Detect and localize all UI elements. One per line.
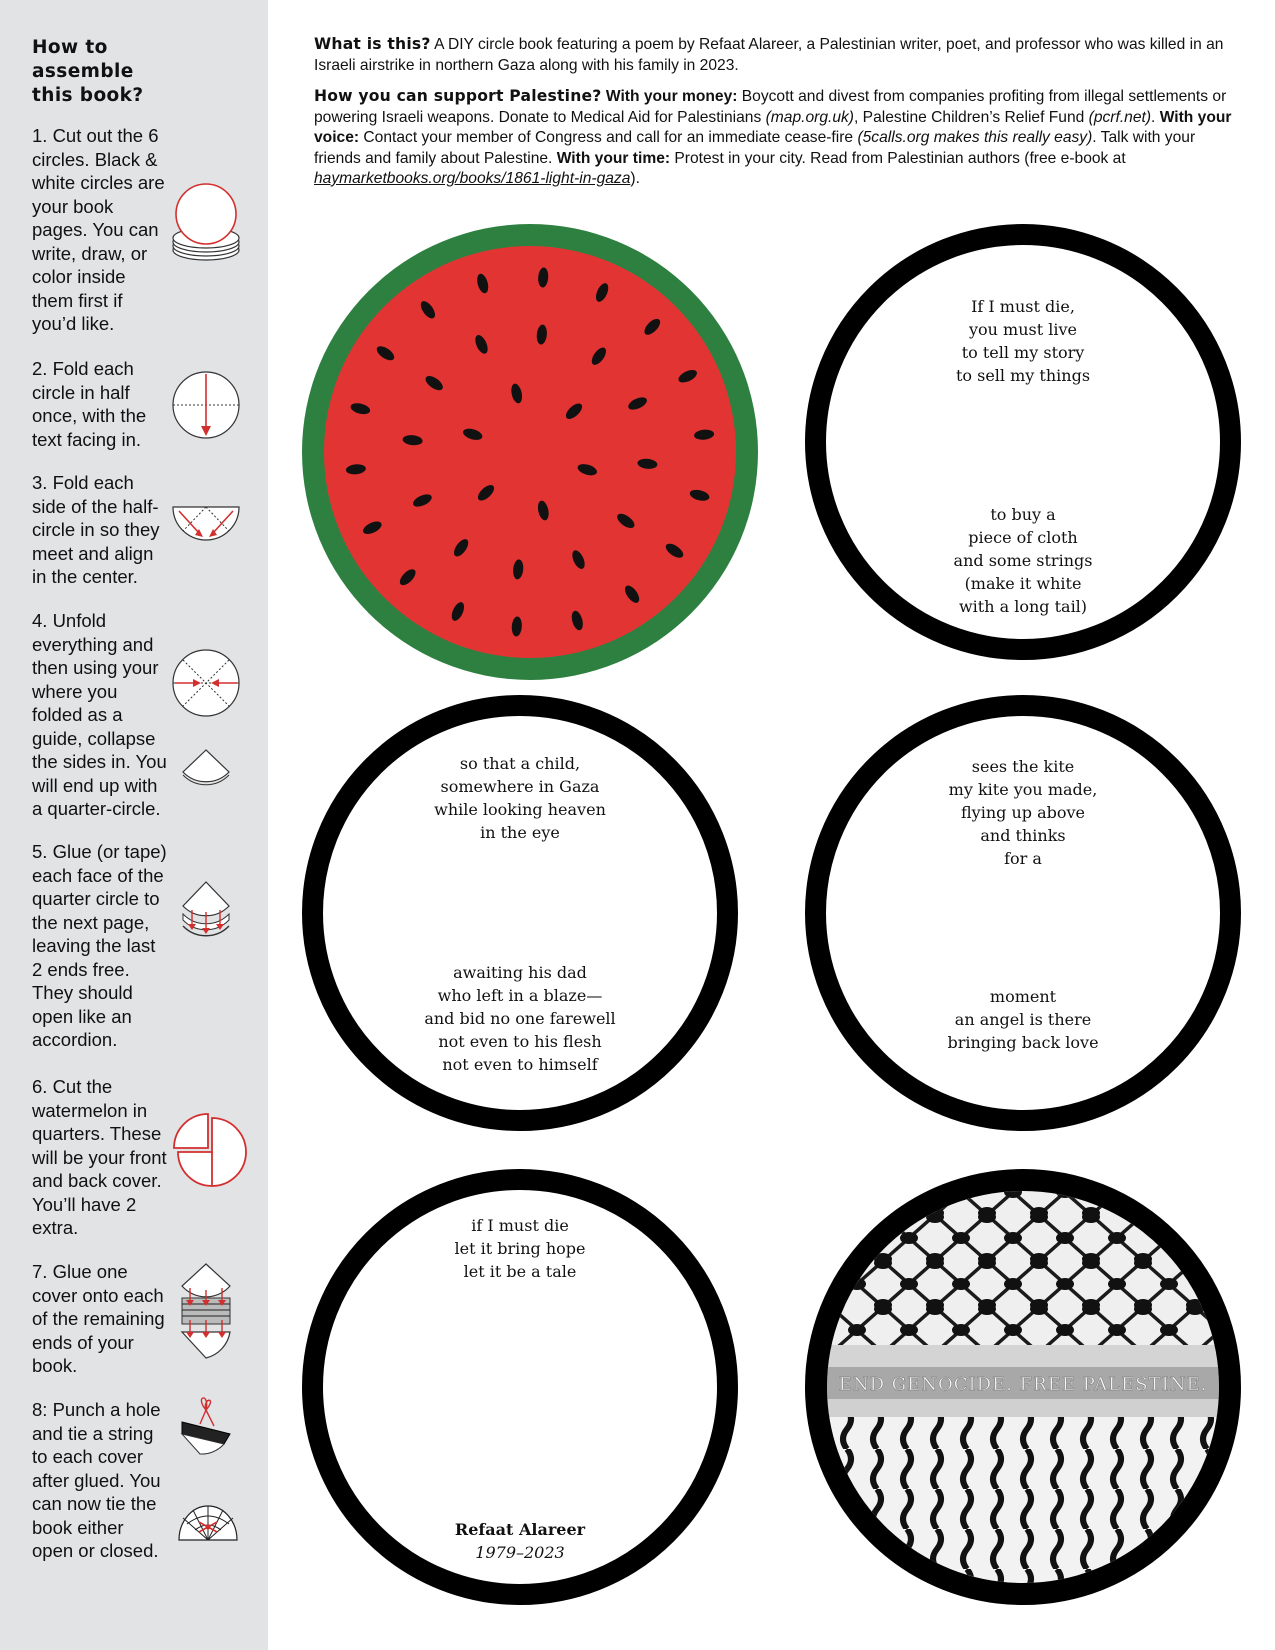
voice-text-2: . Talk with your friends and family about Palestine. xyxy=(314,129,1196,167)
watermelon-graphic xyxy=(302,224,758,680)
time-label: With your time: xyxy=(552,149,671,167)
poem-page-2 xyxy=(302,695,738,1131)
support-heading: How you can support Palestine? xyxy=(314,87,602,105)
pcrf-link[interactable]: (pcrf.net) xyxy=(1088,108,1152,126)
what-is-this-paragraph xyxy=(314,34,1244,76)
page-1-top-stanza: If I must die, you must live to tell my story to sell my things xyxy=(955,297,1091,385)
what-is-this-heading: What is this? xyxy=(314,35,431,53)
voice-text: Contact your member of Congress and call for an immediate cease-fire xyxy=(359,129,858,146)
voice-label: With your voice: xyxy=(314,108,1232,146)
fold-sides-icon xyxy=(171,505,241,547)
poem-page-1 xyxy=(805,224,1241,660)
intro-section xyxy=(314,34,1244,200)
money-text: Boycott and divest from companies profiting from illegal settlements or powering Israeli weapons. Donate to Medical Aid for Palestinians xyxy=(314,88,1227,126)
page-2-top-stanza: so that a child, somewhere in Gaza while looking heaven in the eye xyxy=(434,754,606,842)
fold-in-half-icon xyxy=(171,370,241,440)
tied-book-icon xyxy=(177,1502,239,1544)
tie-string-icon xyxy=(180,1394,236,1456)
page-2-bottom-stanza: awaiting his dad who left in a blaze— and bid no one farewell not even to his flesh not even to himself xyxy=(424,963,616,1074)
author-name: Refaat Alareer xyxy=(454,1520,586,1539)
time-end: ). xyxy=(630,170,640,187)
stack-of-circles-icon xyxy=(170,182,242,264)
cut-quarters-icon xyxy=(172,1112,246,1188)
poem-page-4 xyxy=(302,1169,738,1605)
money-label: With your money: xyxy=(601,88,738,105)
keffiyeh-graphic xyxy=(805,1169,1241,1605)
keffiyeh-cover xyxy=(805,1169,1241,1605)
author-years: 1979–2023 xyxy=(475,1543,565,1562)
page-1-bottom-stanza: to buy a piece of cloth and some strings (make it white with a long tail) xyxy=(953,505,1093,616)
pcrf-pre: , Palestine Children’s Relief Fund xyxy=(854,108,1089,126)
haymarket-link[interactable]: haymarketbooks.org/books/1861-light-in-gaza xyxy=(314,170,631,187)
step-5-text: 5. Glue (or tape) each face of the quarter circle to the next page, leaving the last 2 ends free. They should open like an accordion. xyxy=(32,841,167,1050)
glue-covers-icon xyxy=(178,1262,234,1362)
step-6-text: 6. Cut the watermelon in quarters. These will be your front and back cover. You’ll have 2 extra. xyxy=(32,1076,167,1238)
step-3-text: 3. Fold each side of the half-circle in so they meet and align in the center. xyxy=(32,472,160,587)
support-paragraph xyxy=(314,86,1244,190)
collapse-sides-icon xyxy=(171,648,241,718)
sidebar-title: How to assemble this book? xyxy=(32,37,144,106)
glue-pages-icon xyxy=(180,880,232,950)
five-calls-note[interactable]: (5calls.org makes this really easy) xyxy=(857,129,1093,146)
page-4-stanza: if I must die let it bring hope let it be a tale xyxy=(454,1216,586,1281)
pcrf-post: . xyxy=(1151,108,1156,126)
time-text: Protest in your city. Read from Palestinian authors (free e-book at xyxy=(670,149,1126,167)
step-4-text: 4. Unfold everything and then using your where you folded as a guide, collapse the sides in. You will end up with a quarter-circle. xyxy=(32,610,167,819)
watermelon-cover xyxy=(302,224,758,680)
page-3-top-stanza: sees the kite my kite you made, flying up above and thinks for a xyxy=(948,757,1098,868)
step-8-text: 8: Punch a hole and tie a string to each cover after glued. You can now tie the book either open or closed. xyxy=(32,1399,161,1561)
step-1-text: 1. Cut out the 6 circles. Black & white circles are your book pages. You can write, draw, or color inside them first if you’d like. xyxy=(32,125,165,334)
instructions-sidebar xyxy=(0,0,268,1650)
quarter-circle-icon xyxy=(181,748,231,784)
step-7-text: 7. Glue one cover onto each of the remaining ends of your book. xyxy=(32,1261,165,1376)
map-link[interactable]: (map.org.uk) xyxy=(765,108,855,126)
step-2-text: 2. Fold each circle in half once, with the text facing in. xyxy=(32,358,147,450)
page-3-bottom-stanza: moment an angel is there bringing back love xyxy=(947,987,1099,1052)
poem-page-3 xyxy=(805,695,1241,1131)
what-is-this-text: A DIY circle book featuring a poem by Refaat Alareer, a Palestinian writer, poet, and professor who was killed in an Israeli airstrike in northern Gaza along with his family in 2023. xyxy=(314,36,1224,74)
keffiyeh-banner-text: END GENOCIDE. FREE PALESTINE. xyxy=(838,1374,1208,1395)
